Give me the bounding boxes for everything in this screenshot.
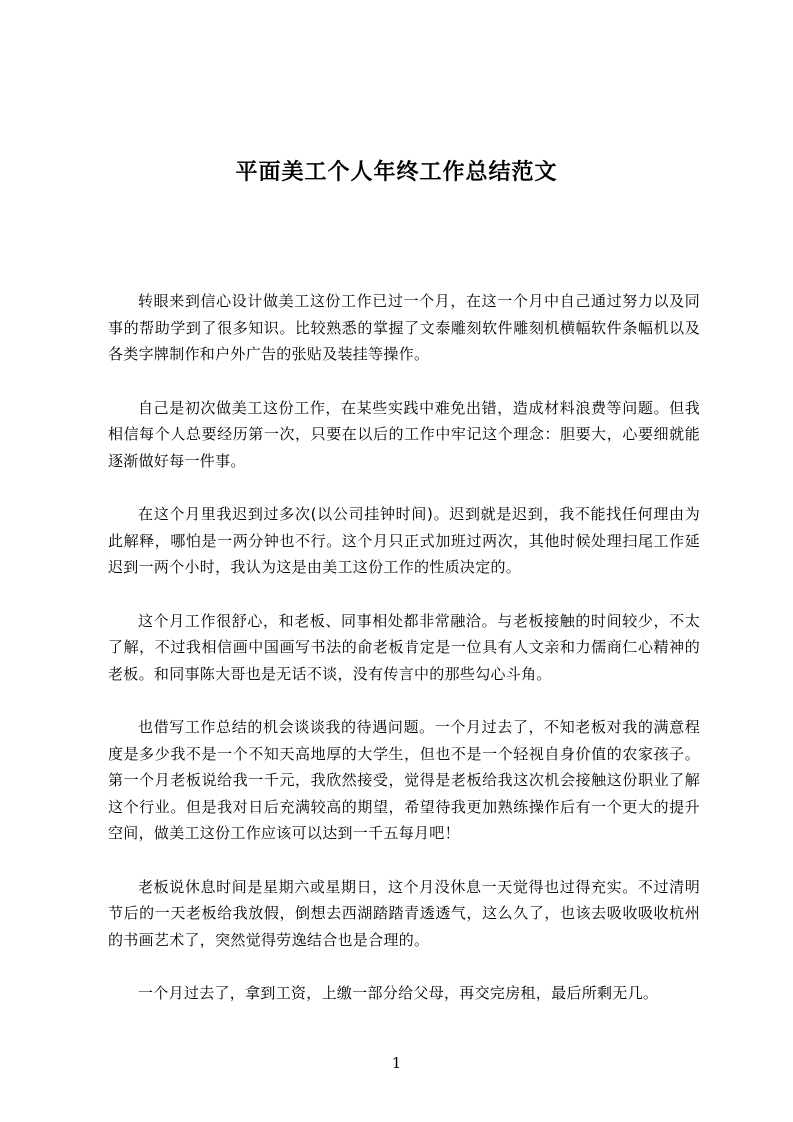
paragraph-5: 也借写工作总结的机会谈谈我的待遇问题。一个月过去了，不知老板对我的满意程度是多少我不是一个不知天高地厚的大学生，但也不是一个轻视自身价值的农家孩子。第一个月老板说给我一千元，我欣然接受，觉得是老板给我这次机会接触这份职业了解这个行业。但是我对日后充满较高的期望，希望待我更加熟练操作后有一个更大的提升空间，做美工这份工作应该可以达到一千五每月吧！ xyxy=(108,718,700,842)
document-title: 平面美工个人年终工作总结范文 xyxy=(235,159,558,185)
paragraph-1: 转眼来到信心设计做美工这份工作已过一个月，在这一个月中自己通过努力以及同事的帮助学到了很多知识。比较熟悉的掌握了文泰雕刻软件雕刻机横幅软件条幅机以及各类字牌制作和户外广告的张贴及装挂等操作。 xyxy=(108,292,700,363)
document-body xyxy=(108,288,700,1034)
paragraph-6: 老板说休息时间是星期六或星期日，这个月没休息一天觉得也过得充实。不过清明节后的一天老板给我放假，倒想去西湖踏踏青透透气，这么久了，也该去吸收吸收杭州的书画艺术了，突然觉得劳逸结合也是合理的。 xyxy=(108,877,700,949)
paragraph-2: 自己是初次做美工这份工作，在某些实践中难免出错，造成材料浪费等问题。但我相信每个人总要经历第一次，只要在以后的工作中牢记这个理念：胆要大，心要细就能逐渐做好每一件事。 xyxy=(108,398,700,470)
paragraph-3: 在这个月里我迟到过多次(以公司挂钟时间)。迟到就是迟到，我不能找任何理由为此解释，哪怕是一两分钟也不行。这个月只正式加班过两次，其他时候处理扫尾工作延迟到一两个小时，我认为这是由美工这份工作的性质决定的。 xyxy=(108,505,700,576)
paragraph-4: 这个月工作很舒心，和老板、同事相处都非常融洽。与老板接触的时间较少，不太了解，不过我相信画中国画写书法的俞老板肯定是一位具有人文亲和力儒商仁心精神的老板。和同事陈大哥也是无话不谈，没有传言中的那些勾心斗角。 xyxy=(108,611,700,683)
paragraph-7: 一个月过去了，拿到工资，上缴一部分给父母，再交完房租，最后所剩无几。 xyxy=(138,984,659,1002)
page-number: 1 xyxy=(391,1054,402,1072)
